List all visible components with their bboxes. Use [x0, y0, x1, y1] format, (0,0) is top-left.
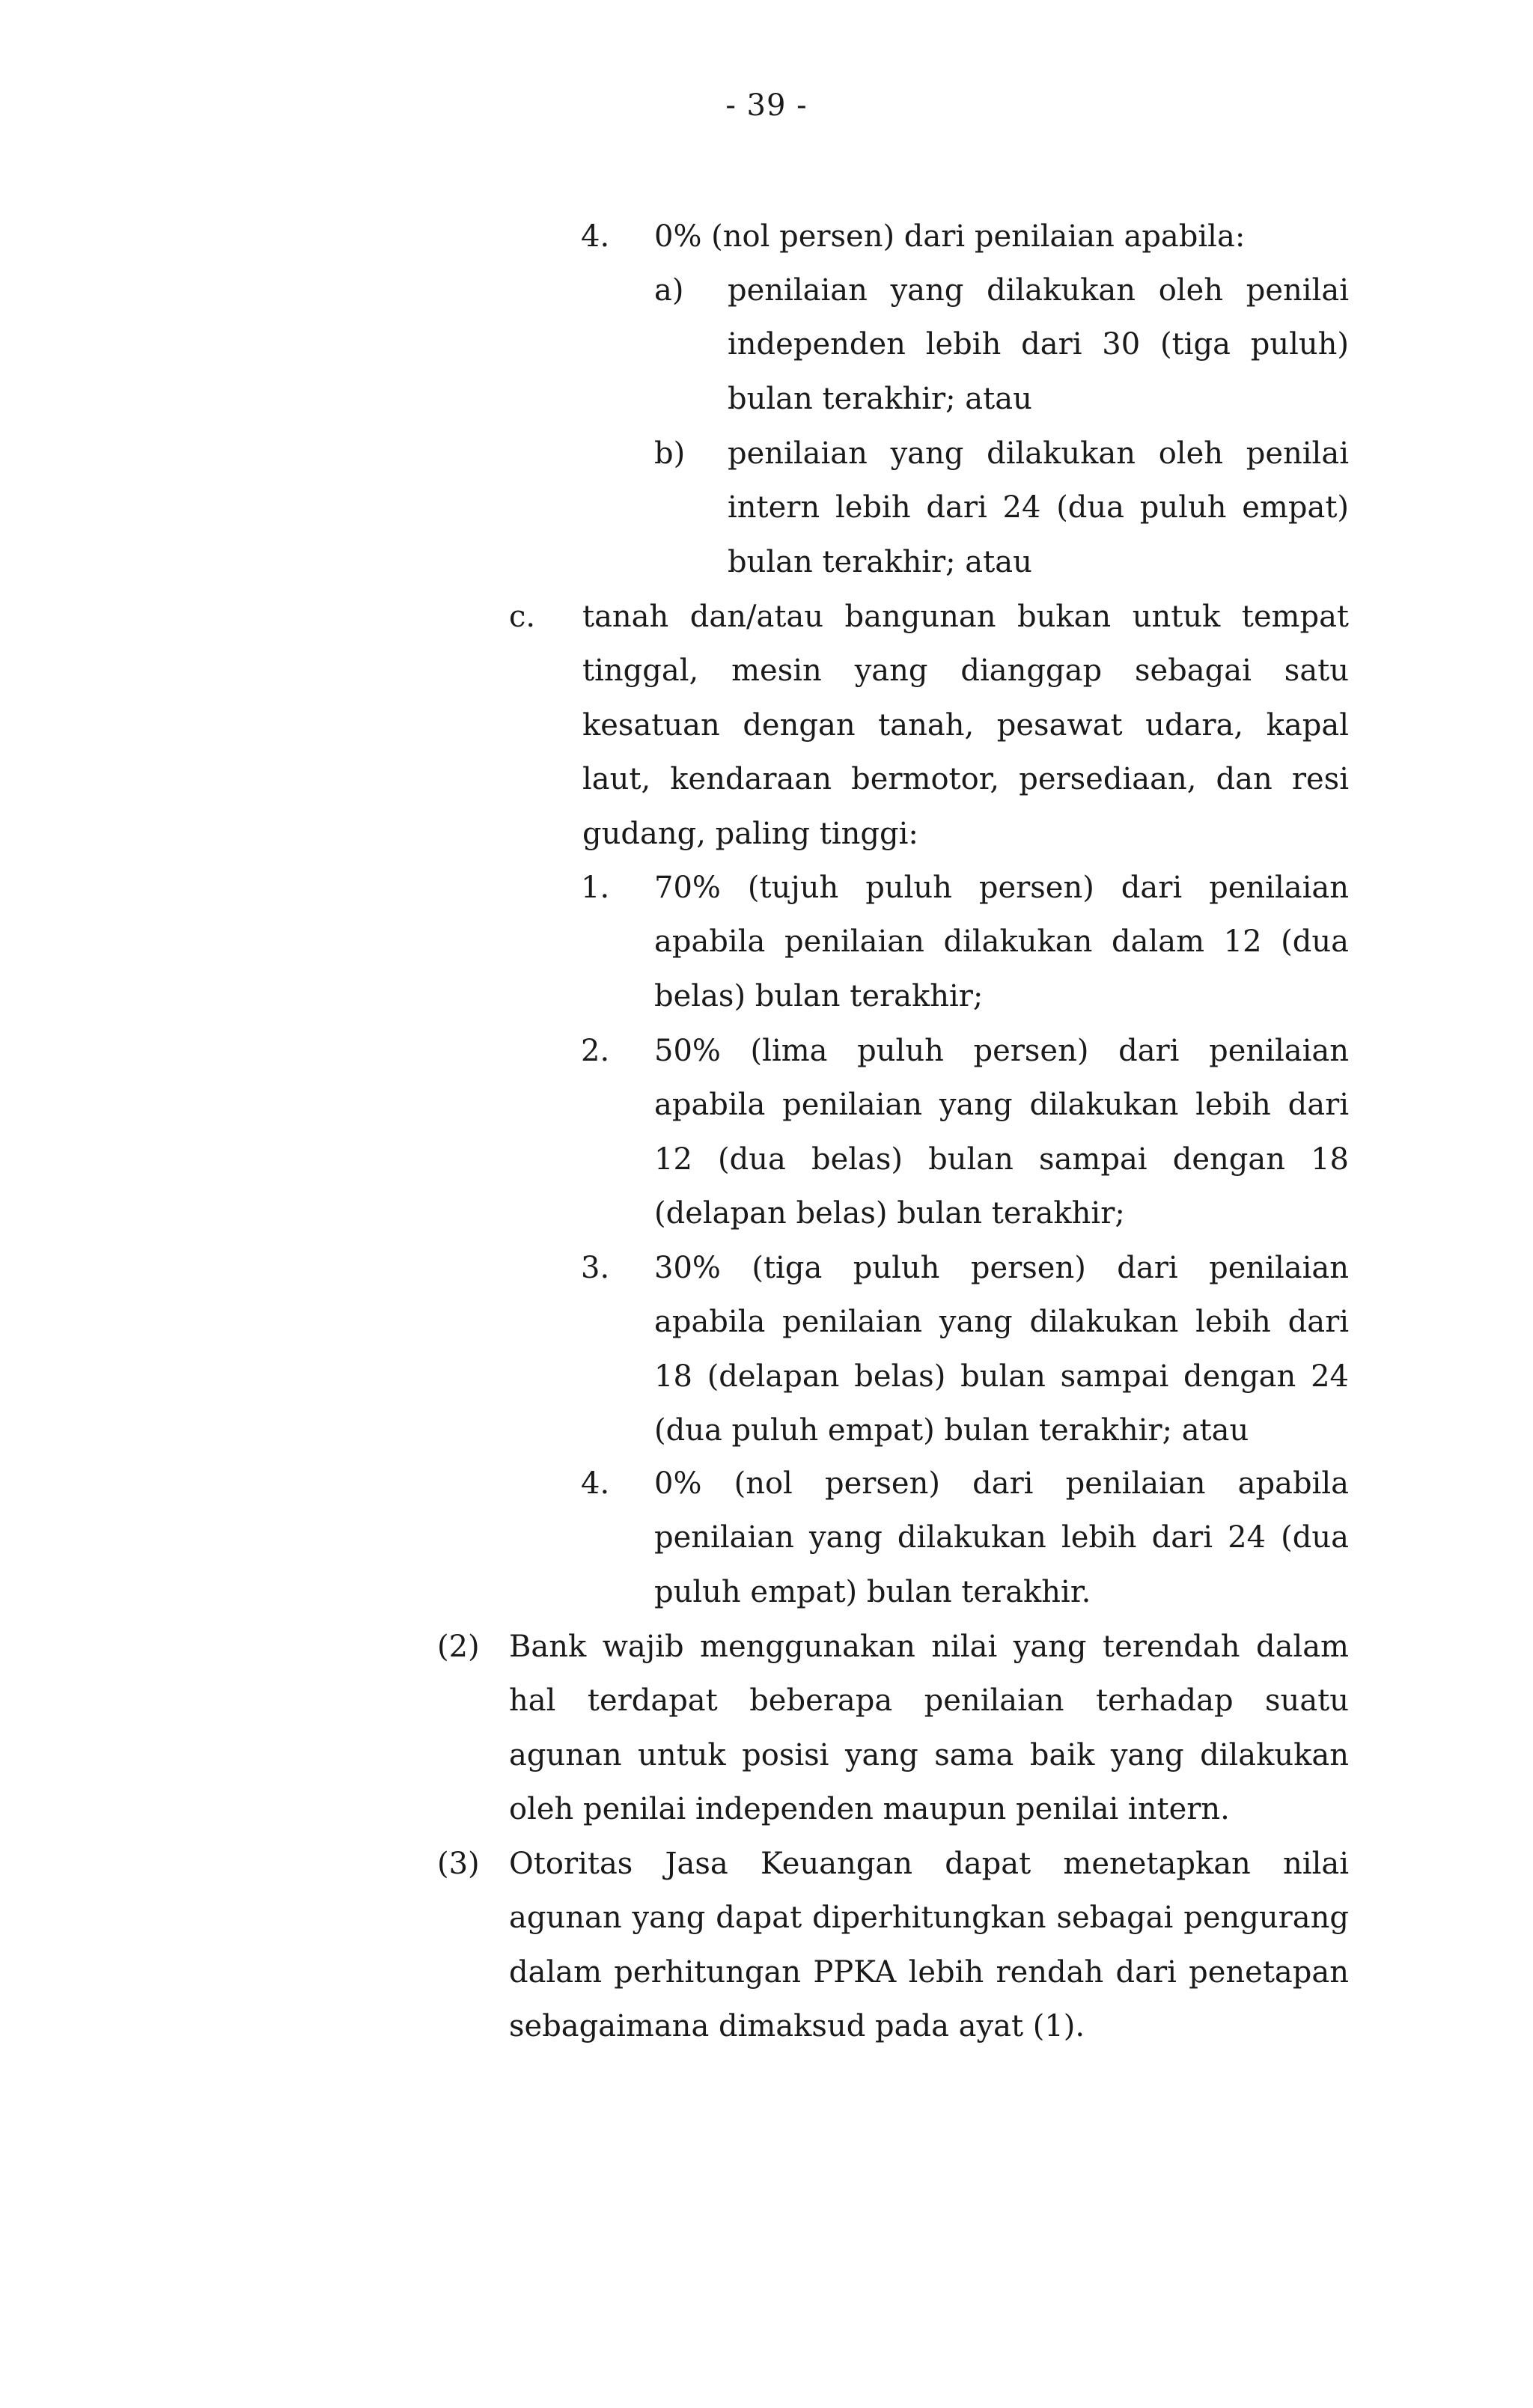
item-label-b4: 4. [581, 219, 610, 254]
item-label-b4b: b) [654, 436, 686, 471]
text-line-c4-2: puluh empat) bulan terakhir. [654, 1574, 1091, 1609]
text-line-p2-2: agunan untuk posisi yang sama baik yang dilakukan [509, 1737, 1349, 1773]
text-line-p3-0: Otoritas Jasa Keuangan dapat menetapkan nilai [509, 1847, 1349, 1881]
text-line-p3-2: dalam perhitungan PPKA lebih rendah dari penetapan [509, 1954, 1349, 1990]
text-line-c2-3: (delapan belas) bulan terakhir; [654, 1196, 1125, 1231]
text-line-c-0: tanah dan/atau bangunan bukan untuk tempat [582, 600, 1349, 634]
text-line-c1-0: 70% (tujuh puluh persen) dari penilaian [654, 871, 1349, 905]
text-line-b4b-1: intern lebih dari 24 (dua puluh empat) [728, 490, 1349, 525]
text-line-b4b-2: bulan terakhir; atau [728, 544, 1032, 579]
text-line-c4-1: penilaian yang dilakukan lebih dari 24 (dua [654, 1520, 1349, 1555]
text-line-c3-0: 30% (tiga puluh persen) dari penilaian [654, 1251, 1349, 1285]
text-line-b4a-0: penilaian yang dilakukan oleh penilai [728, 273, 1349, 308]
text-line-c1-2: belas) bulan terakhir; [654, 978, 984, 1014]
text-line-b4b-0: penilaian yang dilakukan oleh penilai [728, 436, 1349, 471]
page-number: - 39 - [725, 88, 808, 123]
text-line-c2-1: apabila penilaian yang dilakukan lebih dari [654, 1088, 1349, 1123]
item-label-c4: 4. [581, 1466, 610, 1501]
text-line-c3-1: apabila penilaian yang dilakukan lebih dari [654, 1305, 1349, 1340]
text-line-c3-3: (dua puluh empat) bulan terakhir; atau [654, 1413, 1249, 1448]
text-line-p3-3: sebagaimana dimaksud pada ayat (1). [509, 2009, 1085, 2044]
item-label-p3: (3) [437, 1847, 480, 1881]
item-label-c: c. [509, 600, 536, 634]
text-line-p2-3: oleh penilai independen maupun penilai intern. [509, 1792, 1230, 1827]
text-line-c-1: tinggal, mesin yang dianggap sebagai satu [582, 653, 1349, 689]
item-label-c3: 3. [581, 1251, 610, 1285]
item-label-c2: 2. [581, 1034, 610, 1068]
item-label-b4a: a) [654, 273, 684, 308]
text-line-c4-0: 0% (nol persen) dari penilaian apabila [654, 1466, 1349, 1501]
item-label-c1: 1. [581, 871, 610, 905]
text-line-c-3: laut, kendaraan bermotor, persediaan, dan resi [582, 762, 1349, 797]
text-line-p2-0: Bank wajib menggunakan nilai yang terendah dalam [509, 1630, 1349, 1664]
text-line-c2-0: 50% (lima puluh persen) dari penilaian [654, 1034, 1349, 1068]
text-line-p2-1: hal terdapat beberapa penilaian terhadap suatu [509, 1683, 1349, 1719]
item-label-p2: (2) [437, 1630, 480, 1664]
text-line-c3-2: 18 (delapan belas) bulan sampai dengan 24 [654, 1359, 1349, 1394]
text-line-b4-0: 0% (nol persen) dari penilaian apabila: [654, 219, 1246, 254]
text-line-b4a-1: independen lebih dari 30 (tiga puluh) [728, 327, 1349, 362]
text-line-p3-1: agunan yang dapat diperhitungkan sebagai pengurang [509, 1901, 1349, 1936]
text-line-c1-1: apabila penilaian dilakukan dalam 12 (dua [654, 924, 1349, 960]
text-line-c-2: kesatuan dengan tanah, pesawat udara, kapal [582, 707, 1349, 743]
text-line-c2-2: 12 (dua belas) bulan sampai dengan 18 [654, 1141, 1349, 1177]
text-line-b4a-2: bulan terakhir; atau [728, 381, 1032, 416]
text-line-c-4: gudang, paling tinggi: [582, 816, 918, 851]
